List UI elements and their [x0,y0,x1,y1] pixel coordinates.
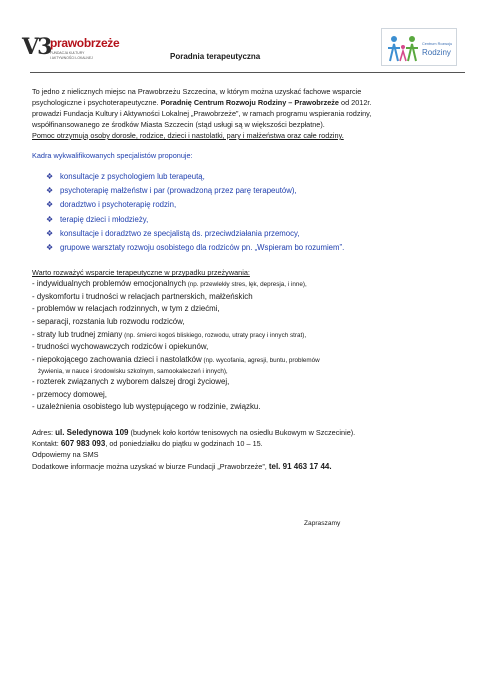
problem-row [32,329,464,342]
sms-line: Odpowiemy na SMS [32,450,99,460]
logo-name: prawobrzeże [50,36,120,50]
header-divider [30,72,465,73]
problem-text: - uzależnienia osobistego lub występującego w rodzinie, związku. [32,402,261,412]
problem-text: - rozterek związanych z wyborem dalszej drogi życiowej, [32,377,230,387]
diamond-bullet-icon: ❖ [46,228,54,238]
list-item [46,213,464,227]
logo-subtitle-2: I AKTYWNOŚCI LOKALNEJ [50,56,93,60]
list-item [46,198,464,212]
services-list [32,170,464,255]
problem-text: - trudności wychowawczych rodziców i opiekunów, [32,342,209,352]
diamond-bullet-icon: ❖ [46,172,54,181]
phone-number: 607 983 093 [60,439,106,449]
logo-right-big-text: Rodziny [422,48,451,57]
problem-row [32,303,464,316]
intro-line-2-bold: Poradnię Centrum Rozwoju Rodziny – Prawobrzeże [160,98,339,107]
address-note: (budynek koło kortów tenisowych na osiedlu Bukowym w Szczecinie). [128,428,356,438]
list-item [46,227,464,241]
address-label: Adres: [32,428,56,438]
problem-detail: (np. śmierci kogoś bliskiego, rozwodu, utraty pracy i innych strat), [122,331,307,339]
service-text: konsultacje i doradztwo ze specjalistą ds. przeciwdziałania przemocy, [60,228,300,238]
problem-detail: żywienia, w nauce i środowisku szkolnym, samookaleczeń i innych), [38,368,228,376]
diamond-bullet-icon: ❖ [46,200,54,210]
office-phone: tel. 91 463 17 44. [268,461,332,471]
problem-row [32,389,464,402]
intro-line-5: Pomoc otrzymują osoby dorosłe, rodzice, dzieci i nastolatki, pary i małżeństwa oraz całe rodziny. [32,131,344,140]
problem-row [32,316,464,329]
problem-detail: (np. przewlekły stres, lęk, depresja, i inne), [185,281,307,289]
family-figures-icon [386,33,422,63]
logo-mark-icon: V3 [22,34,51,60]
intro-paragraph [32,86,464,141]
service-text: grupowe warsztaty rozwoju osobistego dla rodziców pn. „Wspieram bo rozumiem”. [60,242,345,252]
problem-text: - separacji, rozstania lub rozwodu rodziców, [32,316,185,326]
list-item [46,241,464,255]
phone-hours: , od poniedziałku do piątku w godzinach 10 – 15. [105,439,263,449]
phone-label: Kontakt: [32,439,61,449]
contact-section [32,427,464,472]
diamond-bullet-icon: ❖ [46,242,54,252]
problem-row [32,366,464,376]
problem-text: - przemocy domowej, [32,389,107,399]
list-item [46,170,464,184]
phone-line [32,438,464,449]
logo-subtitle-1: FUNDACJA KULTURY [50,51,85,55]
problem-row [32,341,464,354]
document-header [0,0,495,72]
intro-line-2-text: psychologiczne i psychoterapeutyczne. [32,98,161,107]
office-text: Dodatkowe informacje można uzyskać w biurze Fundacji „Prawobrzeże”, [32,461,269,471]
problem-emphasis: problemów emocjonalnych [92,279,186,289]
problem-text: - indywidualnych [32,279,93,289]
problem-row [32,291,464,304]
problem-row [32,401,464,414]
address-line [32,427,464,438]
address-value: ul. Seledynowa 109 [55,428,129,438]
problems-heading: Warto rozważyć wsparcie terapeutyczne w przypadku przeżywania: [32,268,250,278]
service-text: psychoterapię małżeństw i par (prowadzoną przez parę terapeutów), [60,186,297,196]
intro-line-2-end: od 2012r. [339,98,372,107]
problems-list [32,278,464,414]
logo-right-small-text: Centrum Rozwoju [422,42,453,46]
list-item [46,184,464,198]
office-line [32,461,464,472]
intro-line-2 [32,97,464,108]
problem-text: - niepokojącego zachowania dzieci i nastolatków [32,354,202,364]
problem-row [32,376,464,389]
problem-text: - straty lub trudnej zmiany [32,329,123,339]
closing-signature: Zapraszamy [304,520,341,527]
service-text: terapię dzieci i młodzieży, [60,214,149,224]
prawobrzeze-logo [22,32,122,64]
problem-row [32,354,464,367]
document-body [32,86,464,472]
intro-line-3: prowadzi Fundacja Kultury i Aktywności Lokalnej „Prawobrzeże”, w ramach programu wspierania rodziny, [32,109,372,118]
diamond-bullet-icon: ❖ [46,186,54,196]
service-text: doradztwo i psychoterapię rodzin, [60,200,177,210]
centrum-rozwoju-rodziny-logo [381,28,457,66]
intro-line-4: współfinansowanego ze środków Miasta Szczecin (stąd usługi są w większości bezpłatne). [32,120,325,129]
service-text: konsultacje z psychologiem lub terapeutą, [60,172,205,181]
problem-text: - problemów w relacjach rodzinnych, w tym z dziećmi, [32,304,220,314]
problem-detail: (np. wycofania, agresji, buntu, problemów [201,356,320,364]
problem-text: - dyskomfortu i trudności w relacjach partnerskich, małżeńskich [32,291,253,301]
problem-row [32,278,464,291]
page-title: Poradnia terapeutyczna [170,52,261,61]
intro-line-1: To jedno z nielicznych miejsc na Prawobrzeżu Szczecina, w którym można uzyskać fachowe wsparcie [32,87,362,96]
diamond-bullet-icon: ❖ [46,214,54,224]
specialists-intro: Kadra wykwalifikowanych specjalistów proponuje: [32,151,193,160]
